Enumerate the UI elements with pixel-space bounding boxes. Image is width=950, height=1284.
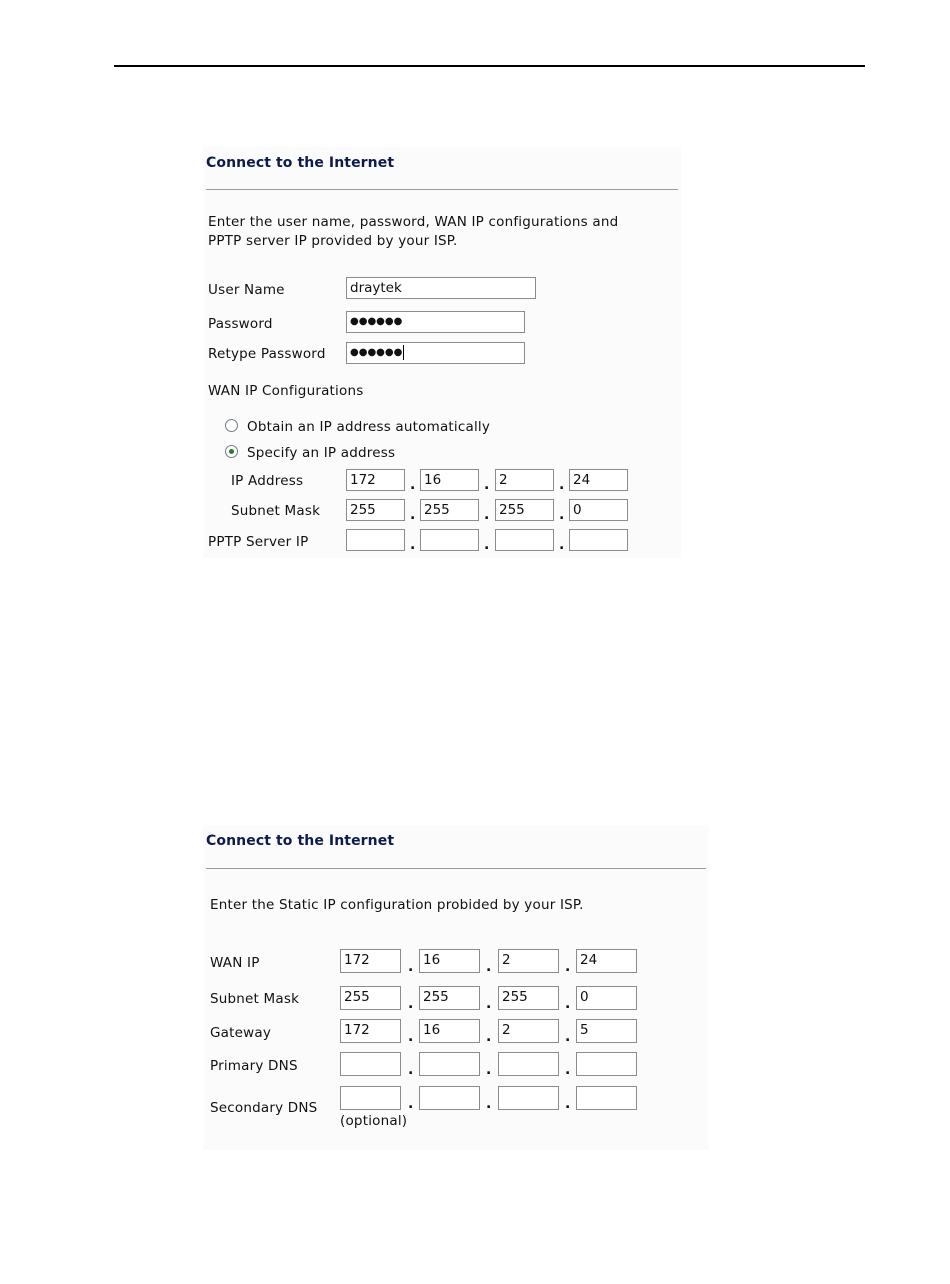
title-divider [206,189,678,190]
ip-separator: . [408,959,414,975]
wan-ip-configurations-label: WAN IP Configurations [208,383,364,399]
ip-separator: . [408,1029,414,1045]
wan-ip-octet-1[interactable]: 172 [340,949,401,973]
subnet-mask-octet-4[interactable]: 0 [569,499,628,521]
text-caret [403,345,404,360]
gateway-octet-4[interactable]: 5 [576,1019,637,1043]
pptp-setup-panel [203,147,681,558]
ip-separator: . [559,477,565,493]
secondary-dns-octet-1[interactable] [340,1086,401,1110]
secondary-dns-octet-4[interactable] [576,1086,637,1110]
gateway-octet-3[interactable]: 2 [498,1019,559,1043]
radio-specify-ip-label[interactable]: Specify an IP address [247,445,396,461]
ip-separator: . [565,959,571,975]
intro-line-1: Enter the user name, password, WAN IP configurations and [208,214,619,230]
panel-title: Connect to the Internet [206,833,395,849]
gateway-octet-1[interactable]: 172 [340,1019,401,1043]
title-divider [206,868,706,869]
subnet-mask-octet-1[interactable]: 255 [340,986,401,1010]
ip-address-label: IP Address [231,473,304,489]
pptp-server-octet-3[interactable] [495,529,554,551]
subnet-mask-octet-1[interactable]: 255 [346,499,405,521]
ip-separator: . [486,1096,492,1112]
radio-obtain-automatically-label[interactable]: Obtain an IP address automatically [247,419,491,435]
subnet-mask-label: Subnet Mask [210,991,300,1007]
ip-separator: . [565,1062,571,1078]
ip-separator: . [484,507,490,523]
wan-ip-octet-2[interactable]: 16 [419,949,480,973]
subnet-mask-octet-2[interactable]: 255 [420,499,479,521]
retype-password-label: Retype Password [208,346,326,362]
page-top-rule [114,65,865,67]
ip-separator: . [559,537,565,553]
wan-ip-label: WAN IP [210,955,260,971]
ip-address-octet-1[interactable]: 172 [346,469,405,491]
ip-separator: . [410,507,416,523]
ip-address-octet-2[interactable]: 16 [420,469,479,491]
ip-separator: . [410,477,416,493]
ip-separator: . [408,1096,414,1112]
retype-password-field[interactable] [346,342,525,364]
ip-address-octet-4[interactable]: 24 [569,469,628,491]
ip-separator: . [486,1062,492,1078]
user-name-field[interactable]: draytek [346,277,536,299]
ip-separator: . [408,1062,414,1078]
subnet-mask-octet-4[interactable]: 0 [576,986,637,1010]
ip-separator: . [486,959,492,975]
gateway-label: Gateway [210,1025,272,1041]
ip-separator: . [565,996,571,1012]
pptp-server-octet-2[interactable] [420,529,479,551]
primary-dns-label: Primary DNS [210,1058,298,1074]
secondary-dns-label: Secondary DNS [210,1100,318,1116]
wan-ip-octet-4[interactable]: 24 [576,949,637,973]
ip-address-octet-3[interactable]: 2 [495,469,554,491]
password-field[interactable]: ●●●●●● [346,311,525,333]
ip-separator: . [484,537,490,553]
secondary-dns-octet-2[interactable] [419,1086,480,1110]
ip-separator: . [486,1029,492,1045]
subnet-mask-octet-3[interactable]: 255 [498,986,559,1010]
ip-separator: . [486,996,492,1012]
wan-ip-octet-3[interactable]: 2 [498,949,559,973]
pptp-server-octet-1[interactable] [346,529,405,551]
radio-specify-ip[interactable] [225,445,238,458]
subnet-mask-octet-2[interactable]: 255 [419,986,480,1010]
subnet-mask-label: Subnet Mask [231,503,321,519]
panel-title: Connect to the Internet [206,155,395,171]
ip-separator: . [408,996,414,1012]
password-label: Password [208,316,273,332]
gateway-octet-2[interactable]: 16 [419,1019,480,1043]
ip-separator: . [484,477,490,493]
user-name-label: User Name [208,282,285,298]
ip-separator: . [565,1029,571,1045]
pptp-server-ip-label: PPTP Server IP [208,534,309,550]
optional-note: (optional) [340,1113,408,1129]
ip-separator: . [410,537,416,553]
intro-text: Enter the Static IP configuration probided by your ISP. [210,897,584,913]
ip-separator: . [559,507,565,523]
static-ip-setup-panel [203,825,709,1150]
radio-obtain-automatically[interactable] [225,419,238,432]
primary-dns-octet-3[interactable] [498,1052,559,1076]
secondary-dns-octet-3[interactable] [498,1086,559,1110]
primary-dns-octet-2[interactable] [419,1052,480,1076]
subnet-mask-octet-3[interactable]: 255 [495,499,554,521]
ip-separator: . [565,1096,571,1112]
intro-line-2: PPTP server IP provided by your ISP. [208,233,458,249]
primary-dns-octet-4[interactable] [576,1052,637,1076]
retype-password-value: ●●●●●● [350,347,403,358]
pptp-server-octet-4[interactable] [569,529,628,551]
primary-dns-octet-1[interactable] [340,1052,401,1076]
